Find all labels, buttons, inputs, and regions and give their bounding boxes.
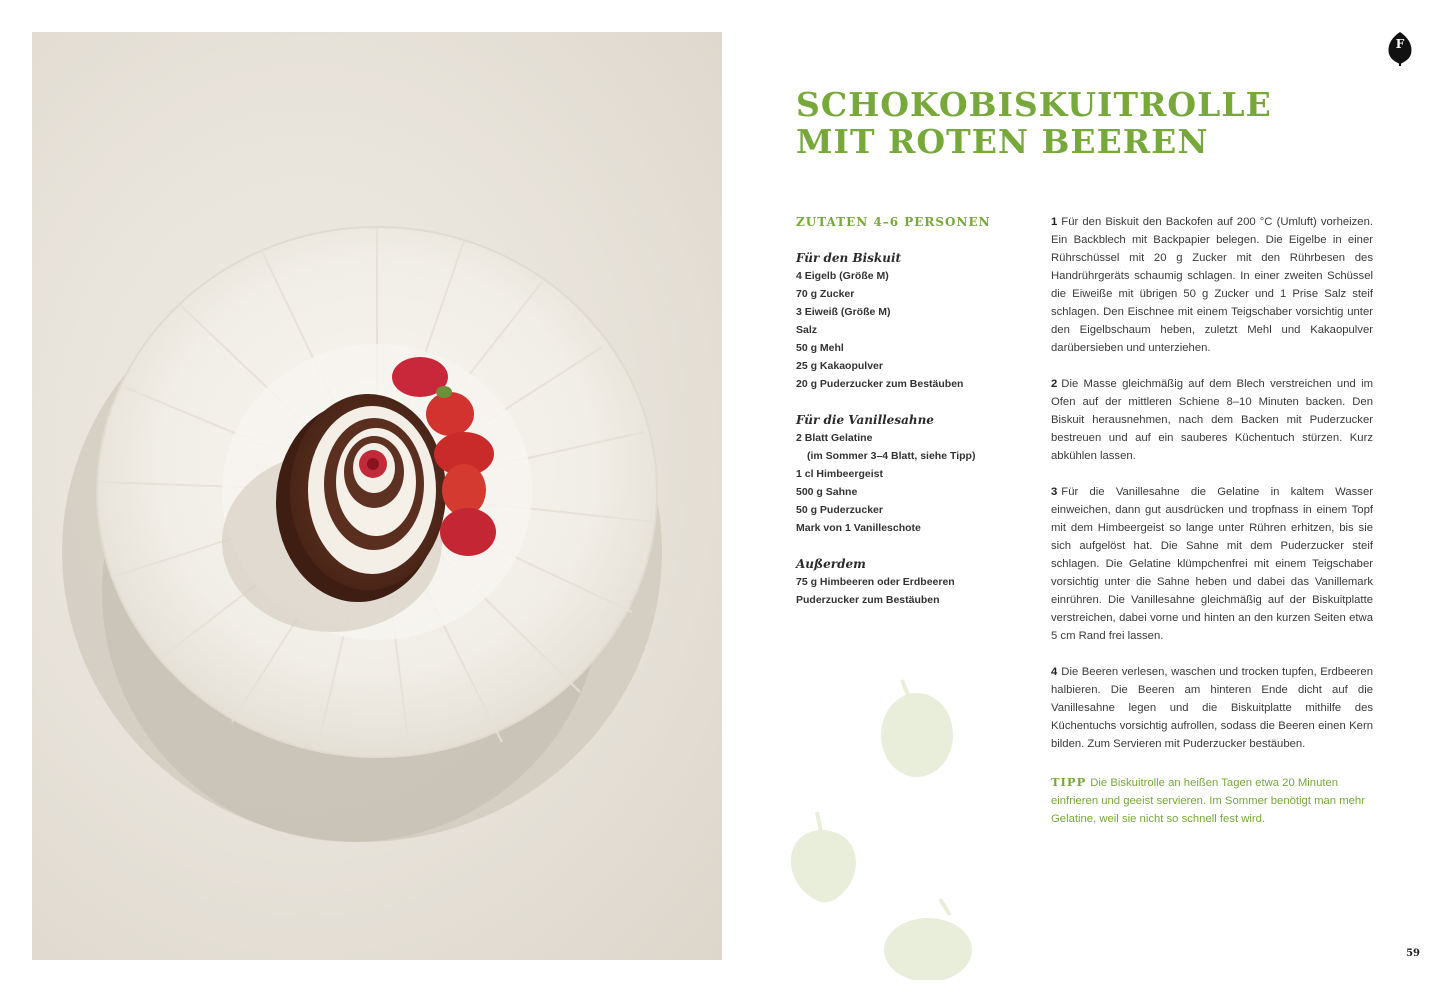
step-text: Die Beeren verlesen, waschen und trocken tupfen, Erdbeeren halbieren. Die Beeren am hinteren Ende dicht auf die Vanillesahne legen und die Biskuitplatte mithilfe des Küchentuchs vorsichtig aufrollen, sodass die Beeren einen Kern bilden. Zum Servieren mit Puderzucker bestäuben. xyxy=(1051,666,1373,750)
step-number: 2 xyxy=(1051,378,1058,390)
title-line-1: SCHOKOBISKUITROLLE xyxy=(796,85,1272,124)
ingredients-column xyxy=(796,213,1026,627)
ingredient-item: Puderzucker zum Bestäuben xyxy=(796,594,940,606)
ingredient-item: 4 Eigelb (Größe M) xyxy=(796,270,889,282)
ingredient-item: 70 g Zucker xyxy=(796,288,855,300)
ingredient-item: 20 g Puderzucker zum Bestäuben xyxy=(796,378,964,390)
step-number: 3 xyxy=(1051,486,1058,498)
ingredient-item: Mark von 1 Vanilleschote xyxy=(796,522,921,534)
ingredient-item: Salz xyxy=(796,324,818,336)
ingredient-group-ausserdem xyxy=(796,555,1026,609)
step-text: Für den Biskuit den Backofen auf 200 °C (Umluft) vorheizen. Ein Backblech mit Backpapier belegen. Die Eigelbe in einer Rührschüssel mit 20 g Zucker mit den Rührbesen des Handrührgeräts schaumig schlagen. In einer zweiten Schüssel die Eiweiße mit übrigen 50 g Zucker und 1 Prise Salz steif schlagen. Den Eischnee mit einem Teigschaber vorsichtig unter den Eigelbschaum heben, zuletzt Mehl und Kakaopulver darübersieben und unterziehen. xyxy=(1051,216,1373,354)
step-text: Für die Vanillesahne die Gelatine in kaltem Wasser einweichen, dann gut ausdrücken und tropfnass in einem Topf mit dem Himbeergeist so lange unter Rühren erhitzen, bis sie sich aufgelöst hat. Die Sahne mit dem Puderzucker steif schlagen. Die Gelatine klümpchenfrei mit einem Teigschaber vorsichtig unter die Sahne heben und dabei das Vanillemark einrühren. Die Vanillesahne gleichmäßig auf der Biskuitplatte verstreichen, dabei vorne und hinten an den kurzen Seiten etwa 5 cm Rand frei lassen. xyxy=(1051,486,1373,642)
recipe-photo xyxy=(32,32,722,960)
page-number: 59 xyxy=(1406,948,1420,959)
ingredient-group-title: Außerdem xyxy=(796,557,866,571)
raspberry-decoration-icon xyxy=(880,895,980,980)
tip-text: Die Biskuitrolle an heißen Tagen etwa 20 Minuten einfrieren und geeist servieren. Im Sommer benötigt man mehr Gelatine, weil sie nicht so schnell fest wird. xyxy=(1051,777,1365,825)
tip-box xyxy=(1051,773,1373,828)
ingredient-item: 2 Blatt Gelatine xyxy=(796,432,873,444)
method-step xyxy=(1051,663,1373,753)
raspberry-decoration-icon xyxy=(872,675,962,785)
recipe-title xyxy=(796,86,1396,160)
method-step xyxy=(1051,375,1373,465)
method-column xyxy=(1051,213,1373,828)
ingredient-group-title: Für den Biskuit xyxy=(796,251,902,265)
ingredient-item: 25 g Kakaopulver xyxy=(796,360,883,372)
tab-letter: F xyxy=(1395,37,1405,51)
step-number: 1 xyxy=(1051,216,1058,228)
ingredients-heading: ZUTATEN 4–6 PERSONEN xyxy=(796,215,991,229)
ingredient-item-note: (im Sommer 3–4 Blatt, siehe Tipp) xyxy=(807,450,976,462)
ingredient-group-title: Für die Vanillesahne xyxy=(796,413,934,427)
ingredient-group-biskuit xyxy=(796,249,1026,393)
step-number: 4 xyxy=(1051,666,1058,678)
strawberry-decoration-icon xyxy=(785,810,865,910)
ingredient-item: 1 cl Himbeergeist xyxy=(796,468,883,480)
method-step xyxy=(1051,483,1373,645)
tip-label: TIPP xyxy=(1051,775,1087,789)
ingredient-item: 3 Eiweiß (Größe M) xyxy=(796,306,891,318)
title-line-2: MIT ROTEN BEEREN xyxy=(796,122,1209,161)
ingredient-item: 50 g Mehl xyxy=(796,342,844,354)
ingredient-item: 50 g Puderzucker xyxy=(796,504,883,516)
ingredient-item: 75 g Himbeeren oder Erdbeeren xyxy=(796,576,955,588)
ingredient-group-vanillesahne xyxy=(796,411,1026,537)
method-step xyxy=(1051,213,1373,357)
step-text: Die Masse gleichmäßig auf dem Blech verstreichen und im Ofen auf der mittleren Schiene 8–10 Minuten backen. Den Biskuit herausnehmen, nach dem Backen mit Puderzucker bestreuen und auf ein sauberes Küchentuch stürzen. Kurz abkühlen lassen. xyxy=(1051,378,1373,462)
ingredient-item: 500 g Sahne xyxy=(796,486,858,498)
